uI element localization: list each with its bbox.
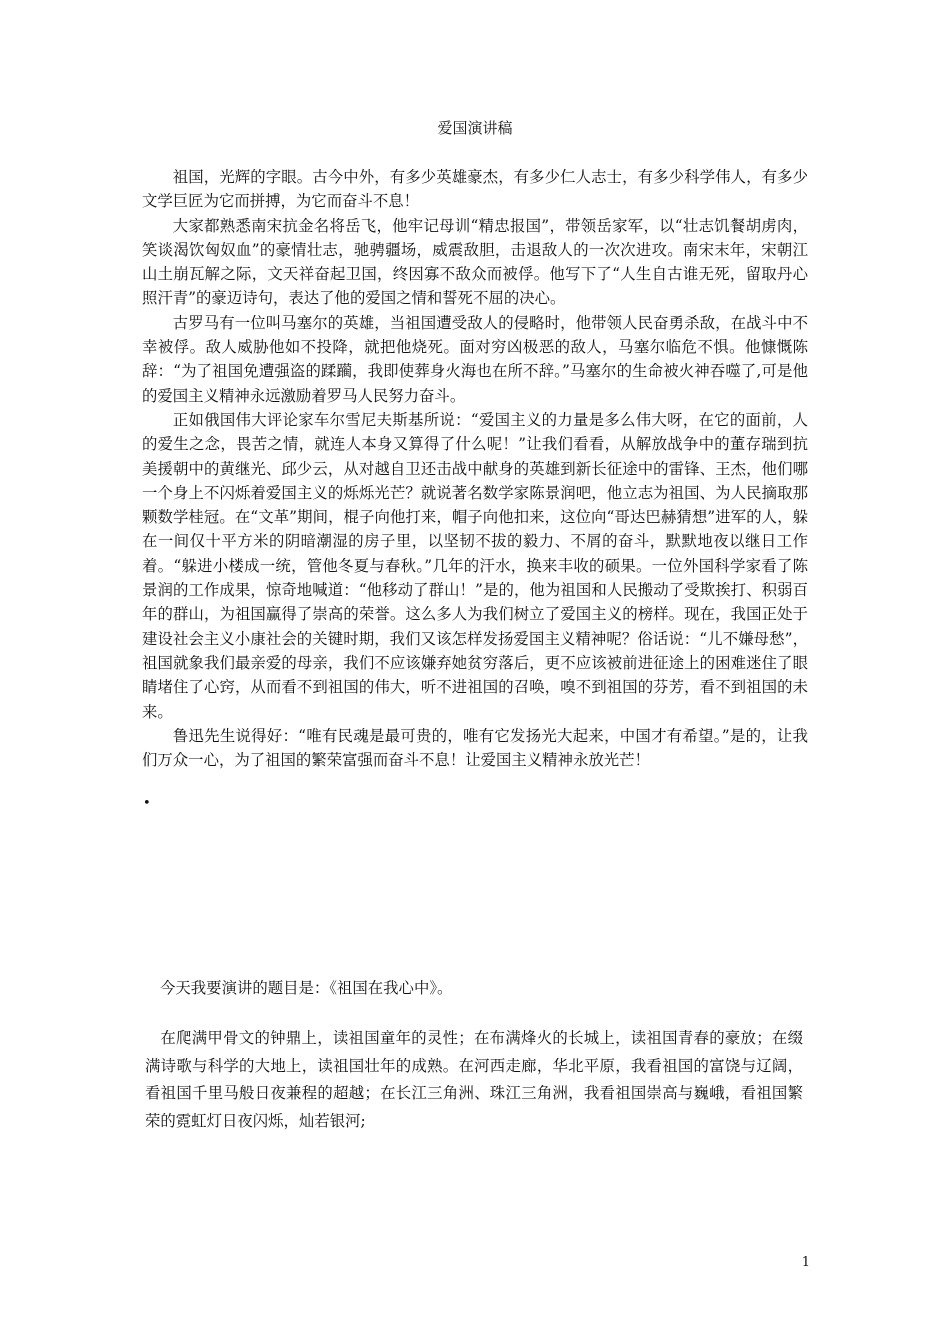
speech-body: [142, 165, 808, 772]
speech2-paragraph: 在爬满甲骨文的钟鼎上，读祖国童年的灵性；在布满烽火的长城上，读祖国青春的豪放；在缀满诗歌与科学的大地上，读祖国壮年的成熟。在河西走廊，华北平原，我看祖国的富饶与辽阔，看祖国千里马般日夜兼程的超越；在长江三角洲、珠江三角洲，我看祖国崇高与巍峨，看祖国繁荣的霓虹灯日夜闪烁，灿若银河;: [145, 1029, 803, 1130]
bullet-point: •: [143, 796, 151, 811]
paragraph: 祖国，光辉的字眼。古今中外，有多少英雄豪杰，有多少仁人志士，有多少科学伟人，有多少文学巨匠为它而拼搏，为它而奋斗不息！: [142, 168, 808, 211]
paragraph: 古罗马有一位叫马塞尔的英雄，当祖国遭受敌人的侵略时，他带领人民奋勇杀敌，在战斗中不幸被俘。敌人威胁他如不投降，就把他烧死。面对穷凶极恶的敌人，马塞尔临危不惧。他慷慨陈辞：“为了祖国免遭强盗的蹂躏，我即使葬身火海也在所不辞。”马塞尔的生命被火神吞噬了,可是他的爱国主义精神永远激励着罗马人民努力奋斗。: [142, 313, 808, 405]
page-number: 1: [801, 1255, 810, 1270]
paragraph: 大家都熟悉南宋抗金名将岳飞，他牢记母训“精忠报国”，带领岳家军，以“壮志饥餐胡虏肉，笑谈渴饮匈奴血”的豪情壮志，驰骋疆场，威震敌胆，击退敌人的一次次进攻。南宋末年，宋朝江山土崩瓦解之际，文天祥奋起卫国，终因寡不敌众而被俘。他写下了“人生自古谁无死，留取丹心照汗青”的豪迈诗句，表达了他的爱国之情和誓死不屈的决心。: [142, 216, 808, 308]
paragraph: 正如俄国伟大评论家车尔雪尼夫斯基所说：“爱国主义的力量是多么伟大呀，在它的面前，人的爱生之念，畏苦之情，就连人本身又算得了什么呢！”让我们看看，从解放战争中的董存瑞到抗美援朝中的黄继光、邱少云，从对越自卫还击战中献身的英雄到新长征途中的雷锋、王杰，他们哪一个身上不闪烁着爱国主义的烁烁光芒？就说著名数学家陈景润吧，他立志为祖国、为人民摘取那颗数学桂冠。在“文革”期间，棍子向他打来，帽子向他扣来，这位向“哥达巴赫猜想”进军的人，躲在一间仅十平方米的阴暗潮湿的房子里，以坚韧不拔的毅力、不屑的奋斗，默默地夜以继日工作着。“躲进小楼成一统，管他冬夏与春秋。”几年的汗水，换来丰收的硕果。一位外国科学家看了陈景润的工作成果，惊奇地喊道：“他移动了群山！”是的，他为祖国和人民搬动了受欺挨打、积弱百年的群山，为祖国赢得了崇高的荣誉。这么多人为我们树立了爱国主义的榜样。现在，我国正处于建设社会主义小康社会的关键时期，我们又该怎样发扬爱国主义精神呢？俗话说：“儿不嫌母愁”，祖国就象我们最亲爱的母亲，我们不应该嫌弃她贫穷落后，更不应该被前进征途上的困难迷住了眼睛堵住了心窍，从而看不到祖国的伟大，听不进祖国的召唤，嗅不到祖国的芬芳，看不到祖国的未来。: [142, 410, 808, 721]
speech-topic-line: 今天我要演讲的题目是：《祖国在我心中》。: [160, 979, 453, 997]
paragraph: 鲁迅先生说得好：“唯有民魂是最可贵的，唯有它发扬光大起来，中国才有希望。”是的，让我们万众一心，为了祖国的繁荣富强而奋斗不息！让爱国主义精神永放光芒！: [142, 726, 808, 770]
document-title: 爱国演讲稿: [437, 119, 513, 137]
